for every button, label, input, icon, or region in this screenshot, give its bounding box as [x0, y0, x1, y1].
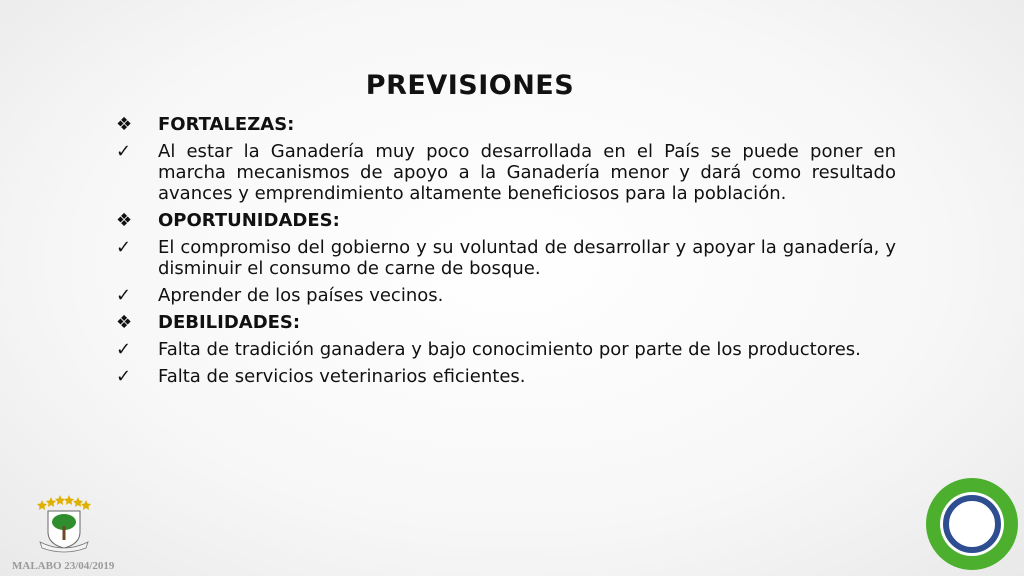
slide-content	[116, 114, 896, 393]
coat-of-arms-icon	[36, 494, 92, 554]
list-item	[116, 141, 896, 204]
list-item	[116, 237, 896, 279]
check-icon: ✓	[116, 366, 132, 387]
ring-decoration-icon	[925, 477, 1019, 571]
diamond-bullet-icon: ❖	[116, 210, 133, 231]
section-heading: DEBILIDADES:	[158, 312, 301, 333]
bullet-text: Al estar la Ganadería muy poco desarrollada en el País se puede poner en marcha mecanismos de apoyo a la Ganadería menor y dará como resultado avances y emprendimiento altamente beneficiosos para la población.	[158, 141, 896, 204]
list-item	[116, 210, 896, 231]
check-icon: ✓	[116, 237, 132, 258]
bullet-text: Falta de servicios veterinarios eficientes.	[158, 366, 526, 387]
bullet-text: Falta de tradición ganadera y bajo conocimiento por parte de los productores.	[158, 339, 861, 360]
list-item	[116, 339, 896, 360]
bullet-text: El compromiso del gobierno y su voluntad de desarrollar y apoyar la ganadería, y disminuir el consumo de carne de bosque.	[158, 237, 896, 279]
slide-title: PREVISIONES	[365, 70, 575, 101]
section-heading: FORTALEZAS:	[158, 114, 295, 135]
diamond-bullet-icon: ❖	[116, 312, 133, 333]
list-item	[116, 366, 896, 387]
list-item	[116, 312, 896, 333]
section-heading: OPORTUNIDADES:	[158, 210, 340, 231]
check-icon: ✓	[116, 339, 132, 360]
bullet-text: Aprender de los países vecinos.	[158, 285, 444, 306]
check-icon: ✓	[116, 141, 132, 162]
check-icon: ✓	[116, 285, 132, 306]
footer-date: MALABO 23/04/2019	[12, 560, 115, 572]
list-item	[116, 285, 896, 306]
list-item	[116, 114, 896, 135]
diamond-bullet-icon: ❖	[116, 114, 133, 135]
